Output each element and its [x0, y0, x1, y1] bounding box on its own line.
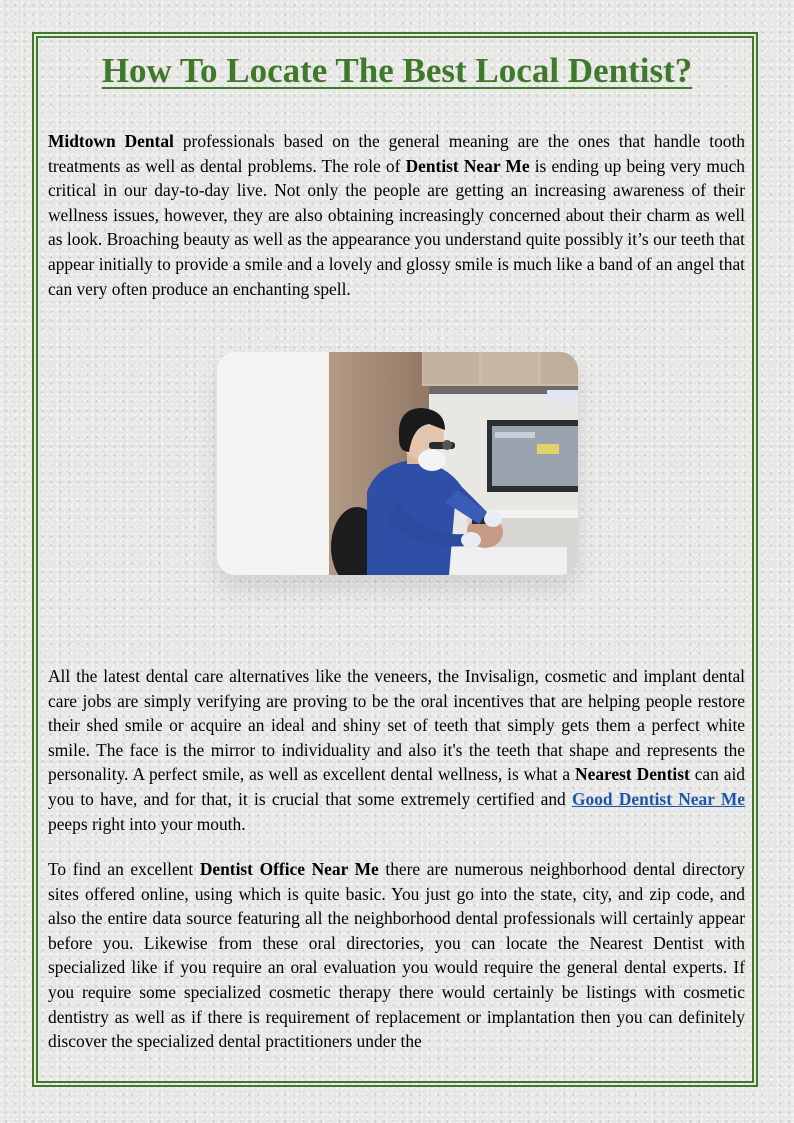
paragraph-text: To find an excellent	[48, 859, 200, 879]
bold-term-dentist-near-me: Dentist Near Me	[405, 155, 530, 176]
page-title	[48, 46, 746, 96]
bold-term-dentist-office-near-me: Dentist Office Near Me	[199, 859, 379, 879]
paragraph-text: professionals based on the general meaning are the ones that handle tooth treatments as well as dental problems. The role of	[48, 131, 745, 176]
paragraph-text: peeps right into your mouth.	[48, 813, 246, 834]
good-dentist-near-me-link[interactable]: Good Dentist Near Me	[572, 788, 745, 809]
intro-paragraph	[48, 129, 745, 301]
page-title-text: How To Locate The Best Local Dentist?	[101, 51, 693, 90]
paragraph-text: All the latest dental care alternatives like the veneers, the Invisalign, cosmetic and implant dental care jobs are simply verifying are proving to be the oral incentives that are helping people restore their shed smile or acquire an ideal and shiny set of teeth that simply gets them a perfect white smile. The face is the mirror to individuality and also it's the teeth that shape and represents the personality. A perfect smile, as well as excellent dental wellness, is what a	[48, 666, 745, 785]
dentist-photo	[217, 352, 578, 575]
dentist-treating-patient-image	[217, 352, 578, 575]
bold-term-nearest-dentist: Nearest Dentist	[575, 764, 690, 785]
directory-paragraph	[48, 857, 745, 1057]
paragraph-text: can aid you to have, and for that, it is crucial that some extremely certified and	[48, 764, 746, 809]
paragraph-text: is ending up being very much critical in our day-to-day live. Not only the people are getting an increasing awareness of their wellness issues, however, they are also obtaining increasingly concerned about their charm as well as look. Broaching beauty as well as the appearance you understand quite possibly it’s our teeth that appear initially to provide a smile and a lovely and glossy smile is much like a band of an angel that can very often produce an enchanting spell.	[48, 155, 745, 299]
dental-care-paragraph	[48, 664, 745, 836]
bold-term-midtown-dental: Midtown Dental	[48, 131, 174, 151]
paragraph-text: there are numerous neighborhood dental directory sites offered online, using which is quite basic. You just go into the state, city, and zip code, and also the entire data source featuring all the neighborhood dental professionals will certainly appear before you. Likewise from these oral directories, you can locate the Nearest Dentist with specialized like if you require an oral evaluation you would require the general dental experts. If you require some specialized cosmetic therapy there would certainly be listings with cosmetic dentistry as well as if there is requirement of replacement or implantation then you can definitely discover the specialized dental practitioners under the	[48, 859, 745, 1052]
